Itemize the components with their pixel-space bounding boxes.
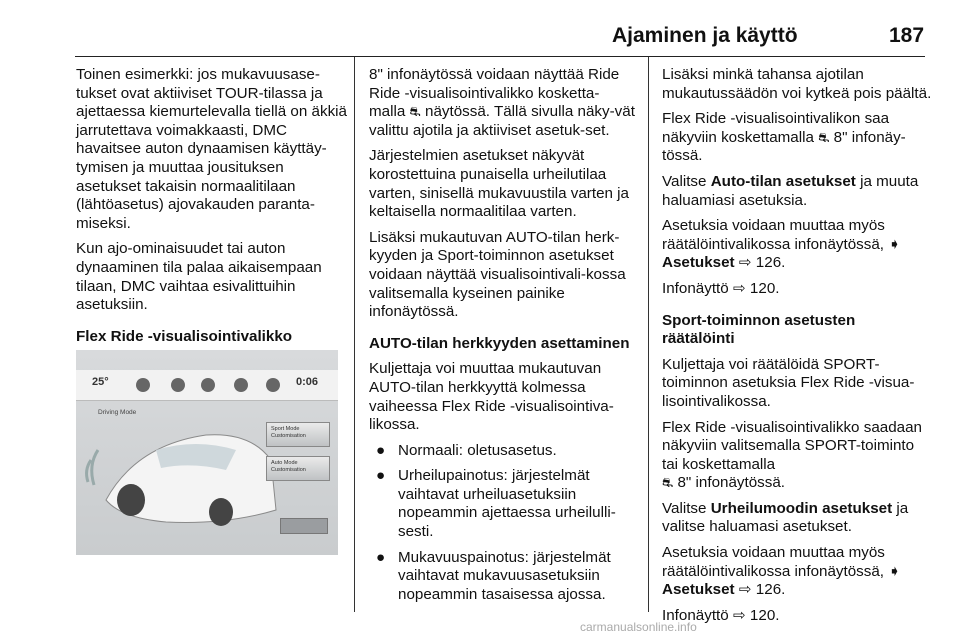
steering-wheel-icon: ⛐ <box>409 104 421 120</box>
paragraph: Valitse Urheilumoodin asetukset ja valitse haluamasi asetukset. <box>662 499 909 536</box>
page-ref-icon: ⇨ <box>732 606 746 624</box>
paragraph: Toinen esimerkki: jos mukavuusase-tukset ovat aktiiviset TOUR-tilassa ja ajettaessa kiemurtelevalla tiellä on äkkiä jarrutettava voimakkaasti, DMC havaitsee auton dynaamisen käyttäy-tymisen ja muuttaa jousituksen asetukset takaisin normaalitilaan (lähtöasetus) ajovakauden paranta-miseksi. <box>76 66 347 232</box>
paragraph: Lisäksi minkä tahansa ajotilan mukautussäädön voi kytkeä pois päältä. <box>662 66 932 102</box>
chevron-up-icon <box>280 518 328 534</box>
sport-mode-button: Sport Mode Customisation <box>266 422 330 447</box>
auto-mode-button: Auto Mode Customisation <box>266 456 330 481</box>
paragraph: Infonäyttö ⇨ 120. <box>662 279 780 297</box>
screen-title: Driving Mode <box>98 409 137 416</box>
screen-time: 0:06 <box>296 376 319 388</box>
infotainment-screenshot <box>76 350 338 555</box>
paragraph: Kun ajo-ominaisuudet tai auton dynaaminen tila palaa aikaisempaan tilaan, DMC vaihtaa esivalittuihin asetuksiin. <box>76 240 322 314</box>
paragraph: Flex Ride -visualisointivalikko saadaan näkyviin valitsemalla SPORT-toiminto tai koskettamalla ⛐ 8" infonäytössä. <box>662 418 922 492</box>
bullet-list <box>369 442 635 605</box>
page-header <box>0 0 960 56</box>
arrow-right-icon: ➧ <box>888 235 901 253</box>
paragraph: Valitse Auto-tilan asetukset ja muuta haluamiasi asetuksia. <box>662 172 919 209</box>
watermark: carmanualsonline.info <box>580 620 697 634</box>
page-ref-icon: ⇨ <box>738 254 752 272</box>
column-2 <box>369 66 635 611</box>
paragraph: Kuljettaja voi räätälöidä SPORT-toiminnon asetuksia Flex Ride -visua-lisointivalikossa. <box>662 355 915 410</box>
page-ref-icon: ⇨ <box>732 279 746 297</box>
column-divider-2 <box>648 57 649 612</box>
paragraph: Lisäksi mukautuvan AUTO-tilan herk-kyyden ja Sport-toiminnon asetukset voidaan näyttää visualisointivali-kossa valitsemalla kyseinen painike infonäytössä. <box>369 228 626 321</box>
section-heading: Sport-toiminnon asetusten räätälöinti <box>662 311 856 348</box>
steering-wheel-icon: ⛐ <box>662 475 674 491</box>
paragraph: Järjestelmien asetukset näkyvät korostettuina punaisella urheilutilaa varten, sinisellä mukavuustila varten ja keltaisella normaalitilaa varten. <box>369 147 629 221</box>
list-item: ● Mukavuuspainotus: järjestelmät vaihtavat mukavuusasetuksiin nopeammin tasaisessa ajossa. <box>376 548 611 603</box>
column-1 <box>76 66 348 353</box>
steering-wheel-icon: ⛐ <box>818 129 830 145</box>
header-rule <box>75 56 925 57</box>
section-heading: AUTO-tilan herkkyyden asettaminen <box>369 334 630 352</box>
paragraph: Infonäyttö ⇨ 120. <box>662 606 780 624</box>
list-item: ● Normaali: oletusasetus. <box>376 441 557 459</box>
chapter-title: Ajaminen ja käyttö <box>612 24 798 47</box>
paragraph: Flex Ride -visualisointivalikon saa näkyviin koskettamalla ⛐ 8" infonäy-tössä. <box>662 110 906 165</box>
page-number: 187 <box>889 24 925 47</box>
paragraph: Asetuksia voidaan muuttaa myös räätälöintivalikossa infonäytössä, ➧ Asetukset ⇨ 126. <box>662 217 901 272</box>
list-item: ● Urheilupainotus: järjestelmät vaihtavat urheiluasetuksiin nopeammin ajettaessa urheilulli-sesti. <box>376 467 616 541</box>
section-heading: Flex Ride -visualisointivalikko <box>76 327 293 345</box>
arrow-right-icon: ➧ <box>888 562 901 580</box>
paragraph: Kuljettaja voi muuttaa mukautuvan AUTO-tilan herkkyyttä kolmessa vaiheessa Flex Ride -visualisointiva-likossa. <box>369 360 614 434</box>
page-ref-icon: ⇨ <box>738 581 752 599</box>
paragraph: 8" infonäytössä voidaan näyttää Ride Ride -visualisointivalikko kosketta-malla ⛐ näytössä. Tällä sivulla näky-vät valittu ajotila ja aktiiviset asetuk-set. <box>369 66 635 139</box>
screen-temperature: 25° <box>92 376 109 388</box>
column-divider-1 <box>354 57 355 612</box>
paragraph: Asetuksia voidaan muuttaa myös räätälöintivalikossa infonäytössä, ➧ Asetukset ⇨ 126. <box>662 544 901 599</box>
column-3 <box>662 66 932 632</box>
